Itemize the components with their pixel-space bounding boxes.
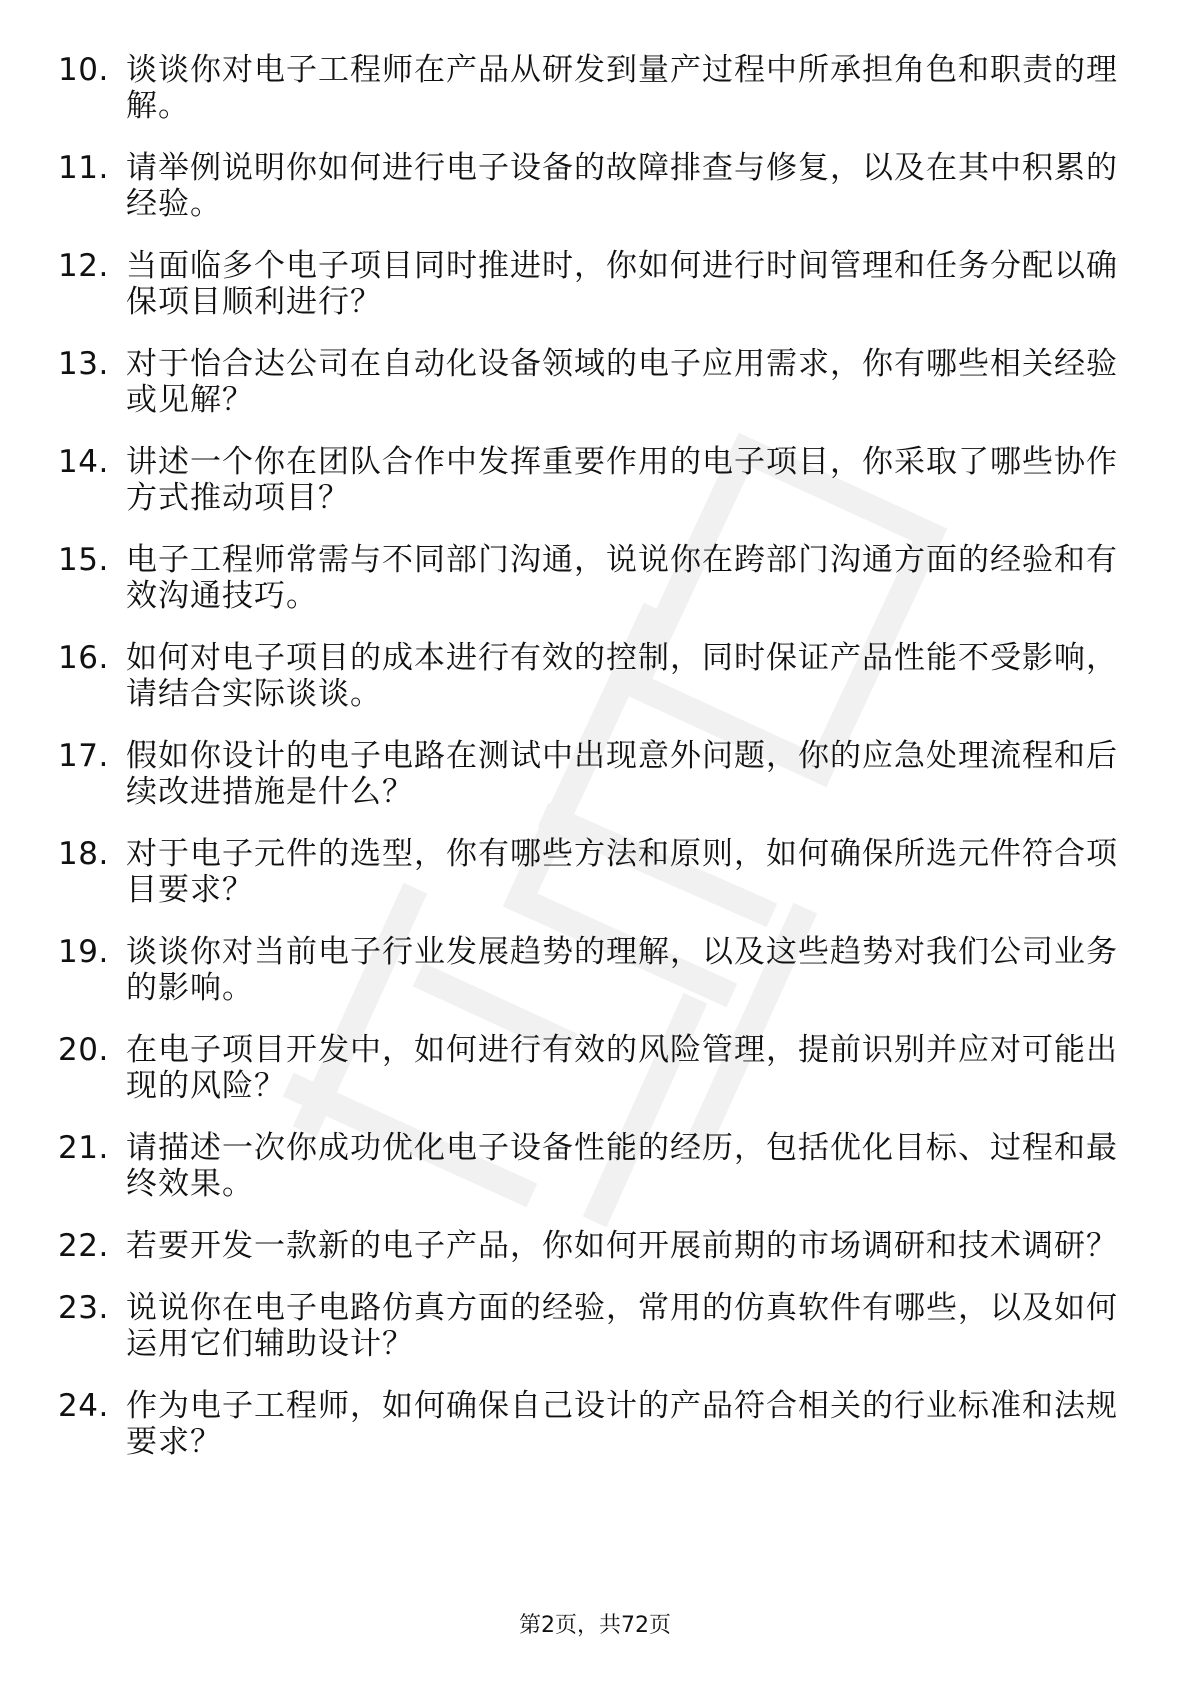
question-number: 12.: [58, 248, 109, 284]
question-text: 说说你在电子电路仿真方面的经验，常用的仿真软件有哪些，以及如何运用它们辅助设计？: [126, 1290, 1118, 1362]
question-text: 作为电子工程师，如何确保自己设计的产品符合相关的行业标准和法规要求？: [126, 1388, 1118, 1460]
question-number: 18.: [58, 836, 109, 872]
question-text: 对于电子元件的选型，你有哪些方法和原则，如何确保所选元件符合项目要求？: [126, 836, 1118, 908]
question-text: 讲述一个你在团队合作中发挥重要作用的电子项目，你采取了哪些协作方式推动项目？: [126, 444, 1118, 516]
question-number: 24.: [58, 1388, 109, 1424]
question-text: 当面临多个电子项目同时推进时，你如何进行时间管理和任务分配以确保项目顺利进行？: [126, 248, 1118, 320]
list-item: [58, 934, 1118, 1006]
question-text: 假如你设计的电子电路在测试中出现意外问题，你的应急处理流程和后续改进措施是什么？: [126, 738, 1118, 810]
question-number: 23.: [58, 1290, 109, 1326]
question-number: 19.: [58, 934, 109, 970]
list-item: [58, 542, 1118, 614]
question-number: 16.: [58, 640, 109, 676]
question-number: 10.: [58, 52, 109, 88]
question-number: 22.: [58, 1228, 109, 1264]
question-text: 电子工程师常需与不同部门沟通，说说你在跨部门沟通方面的经验和有效沟通技巧。: [126, 542, 1118, 614]
page-footer: [0, 1612, 1190, 1640]
question-text: 如何对电子项目的成本进行有效的控制，同时保证产品性能不受影响，请结合实际谈谈。: [126, 640, 1118, 712]
question-text: 谈谈你对电子工程师在产品从研发到量产过程中所承担角色和职责的理解。: [126, 52, 1118, 124]
list-item: [58, 640, 1118, 712]
question-text: 请描述一次你成功优化电子设备性能的经历，包括优化目标、过程和最终效果。: [126, 1130, 1118, 1202]
question-text: 请举例说明你如何进行电子设备的故障排查与修复，以及在其中积累的经验。: [126, 150, 1118, 222]
question-number: 11.: [58, 150, 109, 186]
list-item: [58, 1388, 1118, 1460]
list-item: [58, 444, 1118, 516]
question-text: 谈谈你对当前电子行业发展趋势的理解，以及这些趋势对我们公司业务的影响。: [126, 934, 1118, 1006]
page-indicator: 第2页，共72页: [519, 1613, 671, 1638]
list-item: [58, 1290, 1118, 1362]
list-item: [58, 52, 1118, 124]
question-number: 14.: [58, 444, 109, 480]
question-number: 13.: [58, 346, 109, 382]
question-text: 对于怡合达公司在自动化设备领域的电子应用需求，你有哪些相关经验或见解？: [126, 346, 1118, 418]
list-item: [58, 738, 1118, 810]
list-item: [58, 150, 1118, 222]
list-item: [58, 248, 1118, 320]
list-item: [58, 836, 1118, 908]
question-list: [58, 52, 1118, 1486]
question-text: 若要开发一款新的电子产品，你如何开展前期的市场调研和技术调研？: [126, 1228, 1118, 1264]
question-number: 21.: [58, 1130, 109, 1166]
list-item: [58, 346, 1118, 418]
question-number: 15.: [58, 542, 109, 578]
question-number: 20.: [58, 1032, 109, 1068]
list-item: [58, 1130, 1118, 1202]
list-item: [58, 1228, 1118, 1264]
question-text: 在电子项目开发中，如何进行有效的风险管理，提前识别并应对可能出现的风险？: [126, 1032, 1118, 1104]
list-item: [58, 1032, 1118, 1104]
question-number: 17.: [58, 738, 109, 774]
